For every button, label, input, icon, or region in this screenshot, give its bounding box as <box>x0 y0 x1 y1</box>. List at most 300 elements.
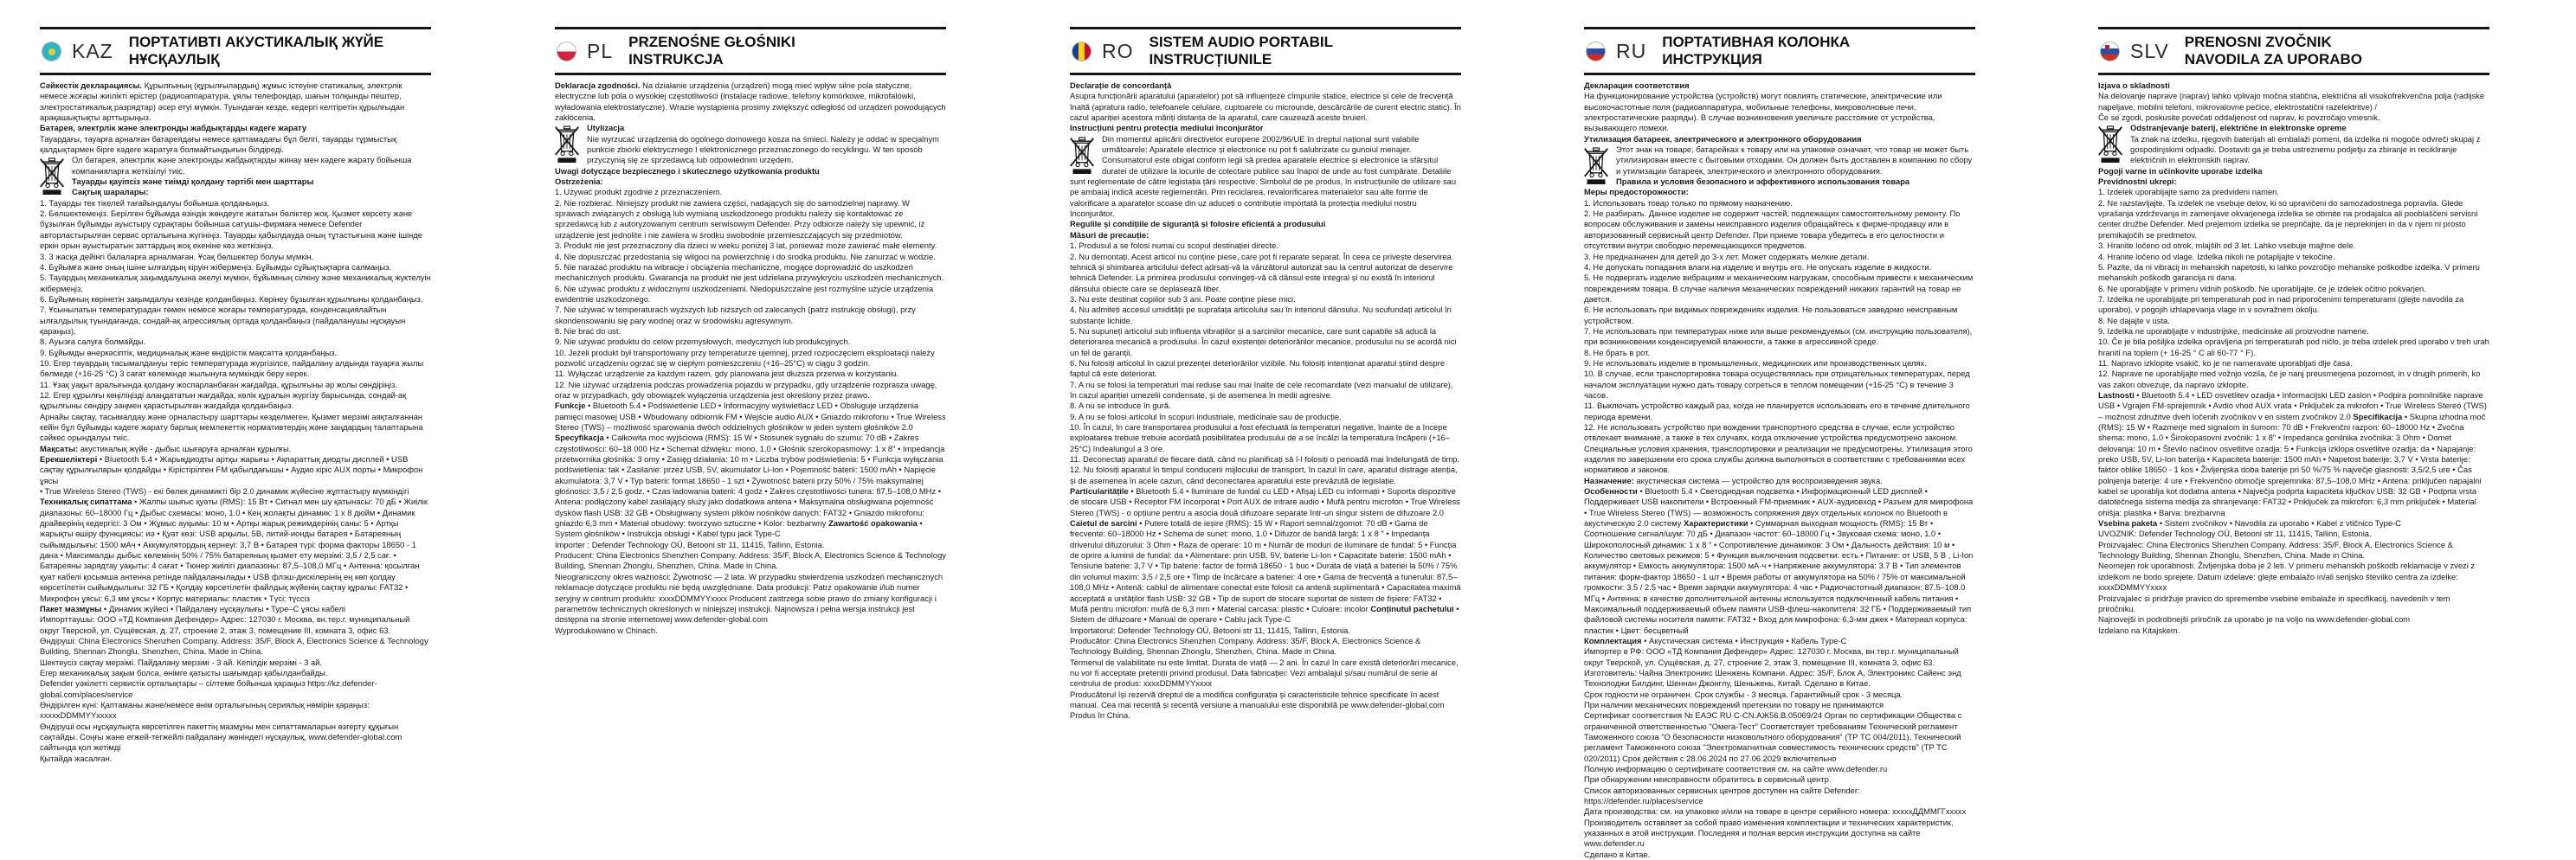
text-run: • Жалпы шығыс қуаты (RMS): 15 Вт • Сигнал мен шу қатынасы: 70 дБ • Жиілік диапазоны: 60–18000 Гц • Дыбыс схемасы: моно, 1.0 • Кең жолақты динамик: 1 х 8 дюйм • Динамик драйверінің кедергісі: 3 Ом • Жұмыс ауқымы: 10 м • Артқы жарық режимдерінің саны: 5 • Артқы жарықты өшіру функциясы: иә • Қуат көзі: USB арқылы, 5В, литий-ионды батарея • Батареяның сыйымдылығы: 1500 мАч • Аккумулятордың кернеуі: 3,7 В • Батарея түрі: форма факторы 18650 - 1 дана • Максималды дыбыс көлемінің 50% / 75% батареяның қызмет ету мерзімі: 3,5 / 2,5 сағ. • Батареяны зарядтау уақыты: 4 сағат • Тюнер жиілігі диапазоны: 87,5–108,0 МГц • Антенна: қосылған қуат кабелі қосымша антенна ретінде пайдаланылады • USB флэш-дискілерінің ең көп қолдау көрсетілетін сыйымдылығы: 32 ГБ • Қолдау көрсетілетін файлдық жүйенің сақтау құралы: FAT32 • Микрофон ұясы: 6,3 мм ұясы • Корпус материалы: пластик • Түсі: түссіз <box>40 497 428 603</box>
paragraph <box>1070 380 1461 401</box>
paragraph <box>555 540 946 550</box>
column-header <box>1070 29 1461 73</box>
paragraph <box>555 337 946 347</box>
bold-text-run: Pogoji varne in učinkovite uporabe izdelka <box>2098 165 2263 176</box>
text-run: Өндірілген күні: Қаптаманы және/немесе өнім орталығының сериялық нөмірін қараңыз: xxxxxDDMMYYxxxxx <box>40 699 370 721</box>
column-slv <box>2098 0 2489 726</box>
text-run: • Bluetooth 5.4 • LED osvetlitev ozadja • Informacijski LED zaslon • Podpira pomnilniške naprave USB • Vgrajen FM-sprejemnik • Avdio vhod AUX vrata • Priključek za mikrofon • True Wireless Stereo (TWS) – možnost združitve dveh ločenih zvočnikov v en sistem zvočnikov 2.0 <box>2098 389 2488 421</box>
bold-text-run: Комплектация <box>1584 635 1642 645</box>
text-run: • Суммарная выходная мощность (RMS): 15 Вт • Соотношение сигнал/шум: 70 дБ • Диапазон частот: 60–18000 Гц • Звуковая схема: моно, 1.0 • Широкополосный динамик: 1 x 8 " • Сопротивление динамиков: 3 Ом • Дальность действия: 10 м • Количество световых режимов: 5 • Функция выключения подсветки: есть • Питание: от USB, 5 В , Li-Ion аккумулятор • Емкость аккумулятора: 1500 мА·ч • Напряжение аккумулятора: 3.7 В • Тип элементов питания: форм-фактор 18650 - 1 шт • Время работы от аккумулятора на 50% / 75% от максимальной громкости: 3.5 / 2.5 час • Время зарядки аккумулятора: 4 час • Радиочастотный диапазон: 87.5–108.0 МГц • Антенна: в качестве дополнительной антенны используется подключенный кабель питания • Максимальный поддерживаемый объем памяти USB-флеш-накопителя: 32 ГБ • Поддерживаемый тип файловой системы носителя памяти: FAT32 • Вход для микрофона: 6,3-мм джек • Материал корпуса: пластик • Цвет: бесцветный <box>1584 518 1974 635</box>
kaz-flag-icon <box>42 42 61 61</box>
text-run: 11. Napravo izklopite vsakič, ko je ne nameravate uporabljati dlje časa. <box>2098 357 2353 368</box>
paragraph <box>555 401 946 539</box>
text-run: 4. Не допускать попадания влаги на изделие и внутрь его. Не опускать изделие в жидкости. <box>1584 261 1932 272</box>
paragraph <box>2098 123 2489 133</box>
paragraph <box>1070 305 1461 326</box>
bold-text-run: Lastnosti <box>2098 389 2135 400</box>
text-run: Полную информацию о сертификате соответствия см. на сайте www.defender.ru <box>1584 764 1888 773</box>
text-run: Сделано в Китае. <box>1584 849 1651 859</box>
paragraph <box>555 241 946 251</box>
text-run: Өндіруші осы нұсқаулықта көрсетілген пакеттің мазмұны мен сипаттамаларын өзгерту құқығын сақтайды. Соңғы және егжей-тегжейлі пайдалану жөніндегі нұсқаулық, www.defender-global.com сайтында қол жетімді <box>40 721 402 753</box>
language-code: KAZ <box>72 39 113 62</box>
paragraph <box>1584 710 1975 764</box>
text-run: Producent: China Electronics Shenzhen Company. Address: 35/F, Block A, Electronics Science & Technology Building, Shennan Zhonglu, Shenzhen, China. Made in China. <box>555 550 946 571</box>
paragraph <box>40 155 431 176</box>
language-code: RO <box>1102 39 1134 62</box>
column-pl <box>555 0 946 726</box>
paragraph <box>555 348 946 369</box>
bold-text-run: Батарея, электрлік және электронды жабдықтарды кәдеге жарату <box>40 123 307 133</box>
bold-text-run: Ерекшеліктері <box>40 454 98 465</box>
text-run: 11. Ұзақ уақыт аралығында қолдану жоспарланбаған жағдайда, құрылғыны әр жолы сөндіріңіз. <box>40 379 397 389</box>
paragraph <box>1584 774 1975 785</box>
text-run: 6. Не использовать при видимых повреждениях изделия. Не пользоваться заведомо неисправным устройством. <box>1584 305 1958 325</box>
paragraph <box>2098 529 2489 539</box>
text-run: 12. Nu folosiți aparatul în timpul conducerii mijlocului de transport, în cazul în care, aparatul distrage atenția, și de asemenea în acele cazuri, când deconectarea aparatului este prevăzută de legislație. <box>1070 465 1458 485</box>
bold-text-run: Мақсаты: <box>40 443 80 453</box>
text-run: 5. Nu supuneți articolul sub influența vibrațiilor și a sarcinilor mecanice, care sunt capabile să aducă la deteriorarea mecanică a produsului. În cazul existenței deteriorărilor mecanice, produsului nu se acordă nici un fel de garanții. <box>1070 325 1457 357</box>
column-ru <box>1584 0 1975 859</box>
text-run: Этот знак на товаре, батарейках к товару или на упаковке означает, что товар не может быть утилизирован вместе с бытовыми отходами. Он должен быть доставлен в компанию по сбору и утилизации батареек, электрического и электронного оборудования. <box>1616 144 1973 176</box>
paragraph <box>1584 252 1975 262</box>
paragraph <box>1070 454 1461 465</box>
weee-crossed-bin-icon <box>555 125 579 164</box>
paragraph <box>2098 284 2489 294</box>
text-run: 8. Не брать в рот. <box>1584 347 1651 357</box>
paragraph <box>555 198 946 241</box>
paragraph <box>1584 358 1975 369</box>
text-run: • Акустическая система • Инструкция • Кабель Type-C <box>1641 635 1847 645</box>
paragraph <box>555 550 946 572</box>
paragraph <box>40 305 431 337</box>
paragraph <box>40 187 431 197</box>
text-run: Специальные условия хранения, транспортировки и реализации не предусмотрены. Утилизация этого изделия по завершении его срока службы должна выполняться в соответствии с требованиями всех нормативов и законов. <box>1584 443 1973 475</box>
paragraph <box>2098 187 2489 197</box>
paragraph <box>40 668 431 678</box>
paragraph <box>2098 166 2489 176</box>
paragraph <box>40 294 431 305</box>
paragraph <box>40 273 431 294</box>
weee-crossed-bin-icon <box>1584 146 1608 186</box>
text-run: 3. Produkt nie jest przeznaczony dla dzieci w wieku poniżej 3 lat, ponieważ może zawierać małe elementy. <box>555 241 937 251</box>
text-run: 11. Wyłączać urządzenie za każdym razem, gdy planowana jest dłuższa przerwa w korzystaniu. <box>555 369 899 379</box>
paragraph <box>1584 262 1975 273</box>
paragraph <box>1584 80 1975 91</box>
text-run: 7. Не использовать при температурах ниже или выше рекомендуемых (см. инструкцию пользователя), при возникновении конденсируемой влажности, а также в агрессивной среде. <box>1584 325 1973 347</box>
text-run: 4. Hranite ločeno od vlage. Izdelka nikoli ne potapljajte v tekočine. <box>2098 251 2335 261</box>
text-run: Өндіруші: China Electronics Shenzhen Company. Address: 35/F, Block A, Electronics Science & Technology Building, Shennan Zhonglu, Shenzhen, China. Made in China. <box>40 635 428 657</box>
text-run: Сертификат соответствия № ЕАЭС RU C-CN.АЖ56.B.05069/24 Орган по сертификации Общества с ограниченной ответственностью "Омега-Тест" Соответствует требованиям Технический регламент Таможенного союза "О безопасности низковольтного оборудования" (ТР ТС 004/2011), Технический регламент Таможенного союза "Электромагнитная совместимость технических средств" (ТР ТС 020/2011) Срок действия с 28.06.2024 по 27.06.2029 включительно <box>1584 710 1962 763</box>
paragraph <box>1070 219 1461 229</box>
text-run: • Putere totală de ieșire (RMS): 15 W • Raport semnal/zgomot: 70 dB • Gama de frecvente: 60–18000 Hz • Schema de sunet: mono, 1.0 • Difuzor de bandă largă: 1 x 8 " • Impedanța driverului difuzorului: 3 Ohm • Raza de operare: 10 m • Număr de moduri de iluminare de fundal: 5 • Funcția de oprire a luminii de fundal: da • Alimentare: prin USB, 5V, baterie Li-Ion • Capacitate baterie: 1500 mAh • Tensiune baterie: 3,7 V • Tip baterie: factor de formă 18650 - 1 buc • Durata de viață a bateriei la 50% / 75% din volumul maxim: 3,5 / 2,5 ore • Timp de încărcare a bateriei: 4 ore • Gama de frecvență a tunerului: 87,5–108,0 MHz • Antenă: cablul de alimentare conectat este folosit ca antenă suplimentară • Capacitatea maximă acceptată a unităților flash USB: 32 GB • Tip de suport de stocare suportat de sistem de fișiere: FAT32 • Mufă pentru microfon: mufă de 6,3 mm • Material carcasa: plastic • Culoare: incolor <box>1070 518 1461 613</box>
text-run: 6. Ne uporabljajte v primeru vidnih poškodb. Ne uporabljajte, če je izdelek očitno pokvarjen. <box>2098 283 2426 293</box>
text-run: Proizvajalec si pridržuje pravico do spremembe vsebine embalaže in specifikacij, navedenih v tem priročniku. <box>2098 593 2450 613</box>
paragraph <box>2098 241 2489 251</box>
text-run: 1. Использовать товар только по прямому назначению. <box>1584 197 1793 208</box>
paragraph <box>40 252 431 262</box>
bold-text-run: Particularitățile <box>1070 486 1129 497</box>
text-run: Proizvajalec: China Electronics Shenzhen Company. Address: 35/F, Block A, Electronics Science & Technology Building, Shennan Zhonglu, Shenzhen, China. Made in China. <box>2098 539 2453 561</box>
header-bottom-rule <box>555 73 946 75</box>
column-title <box>129 34 383 68</box>
paragraph <box>555 80 946 123</box>
bold-text-run: Zawartość opakowania <box>828 518 918 529</box>
paragraph <box>1070 486 1461 625</box>
paragraph <box>555 326 946 337</box>
paragraph <box>2098 252 2489 262</box>
text-run: Na delovanje naprave (naprav) lahko vplivajo močna statična, električna ali visokofrekvenčna polja (radijske napeljave, mobilni telefoni, mikrovalovne pečice, elektrostatični razelektritve) / <box>2098 91 2485 112</box>
text-run: Din momentul aplicării directivelor europene 2002/96/UE în dreptul național sunt valabile următoarele: Aparatele electrice și electronice nu pot fi salubrizate cu gunoiul menajer. Consumatorul este obigat conform legii să predea aparatele electrice și electronice la sfârșitul duratei de utilizare la locurile de colectare publice sau înapoi de unde au fost cumpărate. Detaliile sunt reglementate de către legistația țării respective. Simbolul de pe produs, în instrucțiunile de utilizare sau pe ambaiaj indică aceste regiementări. Prin reciclarea, revalorificarea materialelor sau alte forme de valorificare a aparatelor scoase din uz aduceți o contribuție importată la protecția mediului nostru înconjurător. <box>1070 133 1457 219</box>
text-run: 11. Выключать устройство каждый раз, когда не планируется использовать его в течение длительного периода времени. <box>1584 401 1970 421</box>
paragraph <box>1584 305 1975 326</box>
title-line-1: PRENOSNI ZVOČNIK <box>2184 34 2332 50</box>
ro-flag-icon <box>1072 42 1092 61</box>
paragraph <box>1584 690 1975 700</box>
bold-text-run: Сақтық шаралары: <box>72 187 149 197</box>
text-run: Производитель оставляет за собой право изменения комплектации и технических характеристик, указанных в этой инструкции. Последняя и полная версия инструкции доступна на сайте www.defender.ru <box>1584 817 1954 849</box>
text-run: 9. Не использовать изделие в промышленных, медицинских или производственных целях. <box>1584 357 1927 368</box>
text-run: Импортер в РФ: ООО «ТД Компания Дефендер» Адрес: 127030 г. Москва, вн.тер.г. муниципальный округ Тверской, ул. Сущёвская, д. 27, строение 2, этаж 3, помещение III, комната 3, офис 63. <box>1584 646 1959 667</box>
text-run: 2. Бөлшектемеңіз. Берілген бұйымда өзіндік жөндеуге жататын бөліктер жоқ. Қызмет көрсету және бұзылған бұйымды ауыстыру сұрақтары бойынша сатушы-фирмаға немесе Defender авторластырылған сервис орталығына жүгініңіз. Тауарды қабылдауда оның тұтастығына және ішінде еркін орын ауыстыратын заттардың жоқ екеніне көз жеткізіңіз. <box>40 209 422 251</box>
paragraph <box>1070 636 1461 658</box>
text-run: 5. Pazite, da ni vibracij in mehanskih napetosti, ki lahko povzročijo mehanske poškodbe izdelka. V primeru mehanskih poškodb garancija ni dana. <box>2098 261 2480 283</box>
text-run: • Skupna izhodna moč (RMS): 15 W • Razmerje med signalom in šumom: 70 dB • Frekvenčni razpon: 60–18000 Hz • Zvočna shema: mono, 1.0 • Širokopasovni zvočnik: 1 x 8" • Impedanca gonilnika zvočnika: 3 Ohm • Domet delovanja: 10 m • Število načinov osvetlitve ozadja: 5 • Funkcija izklopa osvetlitve ozadja: da • Napajanje: preko USB, 5V, Li-Ion baterija • Kapaciteta baterije: 1500 mAh • Napetost baterije: 3,7 V • Vrsta baterije: faktor oblike 18650 - 1 kos • Življenjska doba baterije pri 50 %/75 % največje glasnosti: 3,5/2,5 ure • Čas polnjenja baterije: 4 ure • Frekvenčno območje sprejemnika: 87,5–108,0 MHz • Antena: priključen napajalni kabel se uporablja kot dodatna antena • Največja podprta kapaciteta ključkov USB: 32 GB • Podprta vrsta datotečnega sistema medija za shranjevanje: FAT32 • Priključek za mikrofon: 6,3 mm priključek • Material ohišja: plastika • Barva: brezbarvna <box>2098 411 2486 517</box>
text-run: 9. Izdelka ne uporabljajte v industrijske, medicinske ali proizvodne namene. <box>2098 325 2369 336</box>
paragraph <box>2098 198 2489 241</box>
column-header <box>1584 29 1975 73</box>
title-line-1: PRZENOŚNE GŁOŚNIKI <box>628 34 795 50</box>
paragraph <box>1584 786 1975 807</box>
column-kaz <box>40 0 431 763</box>
paragraph <box>2098 358 2489 369</box>
text-run: 5. Тауардың механикалық зақымдалуына әкелуі мүмкін, бұйымның сілкіну және механикалық жүктелуін жібермеңіз. <box>40 273 431 293</box>
bold-text-run: Ostrzeżenia: <box>555 176 603 187</box>
column-title <box>1662 34 1850 68</box>
paragraph <box>1584 636 1975 646</box>
column-body <box>2098 80 2489 636</box>
text-run: 1. Izdelek uporabljajte samo za predvideni namen. <box>2098 187 2279 197</box>
title-line-1: SISTEM AUDIO PORTABIL <box>1149 34 1333 50</box>
bold-text-run: Specifikacija <box>2353 411 2403 421</box>
paragraph <box>1070 710 1461 721</box>
paragraph <box>555 134 946 166</box>
paragraph <box>2098 294 2489 316</box>
pl-flag-icon <box>557 42 576 61</box>
slv-flag-icon <box>2100 42 2120 61</box>
bold-text-run: Назначение: <box>1584 475 1637 485</box>
paragraph <box>2098 626 2489 636</box>
text-run: 1. Produsul a se folosi numai cu scopul destinației directe. <box>1070 241 1278 251</box>
paragraph <box>1584 646 1975 668</box>
text-run: 11. Deconectați aparatul de fiecare dată, când nu planificați să î-l folosiți o perioadă mai îndelungată de timp. <box>1070 454 1460 465</box>
text-run: 3. Не предназначен для детей до 3-х лет. Может содержать мелкие детали. <box>1584 251 1870 261</box>
paragraph <box>1584 476 1975 486</box>
column-title <box>628 34 795 68</box>
bold-text-run: Regulile și condițiile de siguranță și folosire eficientă a produsului <box>1070 219 1326 229</box>
text-run: 12. Naprave ne uporabljajte med vožnjo vozila, če je nanj preusmerjena pozornost, in v drugih primerih, ko vas zakon obvezuje, da napravo izklopite. <box>2098 369 2481 389</box>
paragraph <box>1070 326 1461 358</box>
paragraph <box>555 123 946 133</box>
bold-text-run: Previdnostni ukrepi: <box>2098 176 2177 187</box>
bold-text-run: Пакет мазмұны <box>40 603 102 613</box>
text-run: Asupra funcționării aparatului (aparatelor) pot să influențeze cîmpurile statice, electrice și cele de frecvență înaltă (apratura radio, telefoanele celulare, cuptoarele cu microunde, descărcările de curent electric static). În cazul apariției acestora măriți distanța de la aparatul, care cauzează aceste bruieri. <box>1070 91 1461 123</box>
paragraph <box>1070 690 1461 711</box>
paragraph <box>1584 818 1975 850</box>
paragraph <box>40 337 431 347</box>
header-bottom-rule <box>1584 73 1975 75</box>
text-run: Producător: China Electronics Shenzhen Company. Address: 35/F, Block A, Electronics Science & Technology Building, Shennan Zhonglu, Shenzhen, China. Made in China. <box>1070 635 1421 657</box>
paragraph <box>2098 369 2489 390</box>
paragraph <box>1070 123 1461 133</box>
bold-text-run: Deklaracja zgodności. <box>555 80 643 90</box>
paragraph <box>555 252 946 262</box>
bold-text-run: Caietul de sarcini <box>1070 518 1137 529</box>
text-run: 4. Бұйымға және оның ішіне ылғалдың кіруін жібермеңіз. Бұйымды сұйықтықтарға салмаңыз. <box>40 261 391 272</box>
text-run: Срок годности не ограничен. Срок службы - 3 месяца. Гарантийный срок - 3 месяца. <box>1584 689 1903 699</box>
text-run: Дата производства: см. на упаковке и/или на товаре в центре серийного номера: xxxxxДДММГГxxxxx <box>1584 806 1967 817</box>
text-run: 4. Nie dopuszczać przedostania się wilgoci na powierzchnię i do środka produktu. Nie zanurzać w wodzie. <box>555 251 936 261</box>
column-ro <box>1070 0 1461 726</box>
text-run: Neomejen rok uporabnosti. Življenjska doba je 2 leti. V primeru mehanskih poškodb reklamacije v zvezi z izdelkom ne bodo sprejete. Datum izdelave: glejte embalažo in/ali serijsko številko centra za izdelke: xxxxDDMMYYxxxx <box>2098 561 2476 593</box>
paragraph <box>1584 176 1975 187</box>
paragraph <box>2098 561 2489 593</box>
language-code: RU <box>1616 39 1647 62</box>
paragraph <box>2098 594 2489 615</box>
paragraph <box>1584 273 1975 305</box>
text-run: • Całkowita moc wyjściowa (RMS): 15 W • Stosunek sygnału do szumu: 70 dB • Zakres częstotliwości: 60–18 000 Hz • Schemat dźwięku: mono, 1.0 • Głośnik szerokopasmowy: 1 x 8" • Impedancja przetwornika głośnika: 3 omy • Zasięg działania: 10 m • Liczba trybów podświetlenia: 5 • Funkcja wyłączania podświetlenia: tak • Zasilanie: przez USB, 5V, akumulator Li-Ion • Pojemność baterii: 1500 mAh • Napięcie akumulatora: 3,7 V • Typ baterii: format 18650 - 1 szt • Żywotność baterii przy 50% / 75% maksymalnej głośności: 3,5 / 2,5 godz. • Czas ładowania baterii: 4 godz • Zakres częstotliwości tunera: 87,5–108,0 MHz • Antena: podłączony kabel zasilający służy jako dodatkowa antena • Maksymalna obsługiwana pojemność dysków flash USB: 32 GB • Obsługiwany system plików nośników danych: FAT32 • Gniazdo mikrofonu: gniazdo 6,3 mm • Materiał obudowy: tworzywo sztuczne • Kolor: bezbarwny <box>555 433 945 529</box>
paragraph <box>40 198 431 209</box>
text-run: 10. Če je bila pošiljka izdelka opravljena pri temperaturah pod ničlo, je treba izdelek pred uporabo v treh urah hraniti na toplem (+ 16-25 ° C ali 60-77 ° F). <box>2098 337 2489 357</box>
text-run: 7. Nie używać w temperaturach wyższych lub niższych od zalecanych (patrz instrukcję obsługi), przy skondensowaniu się pary wodnej oraz w środowisku agresywnym. <box>555 305 916 325</box>
bold-text-run: Меры предосторожности: <box>1584 187 1689 197</box>
paragraph <box>2098 80 2489 91</box>
paragraph <box>1070 626 1461 636</box>
paragraph <box>555 262 946 284</box>
paragraph <box>2098 540 2489 562</box>
column-body <box>40 80 431 764</box>
text-run: 3. Nu este destinat copiilor sub 3 ani. Poate conține piese mici. <box>1070 293 1296 304</box>
paragraph <box>40 380 431 390</box>
ru-flag-icon <box>1586 42 1606 61</box>
paragraph <box>2098 262 2489 284</box>
paragraph <box>2098 91 2489 112</box>
paragraph <box>1584 486 1975 636</box>
text-run: Шектеусіз сақтау мерзімі. Пайдалану мерзімі - 3 ай. Кепілдік мерзімі - 3 ай. <box>40 657 323 667</box>
text-run: На функционирование устройства (устройств) могут повлиять статические, электрические или высокочастотные поля (радиоаппаратура, мобильные телефоны, микроволновые печи, электростатические разряды). В случае возникновения увеличьте расстояние от устройства, вызывающего помехи. <box>1584 91 1942 133</box>
paragraph <box>1070 358 1461 380</box>
paragraph <box>1070 80 1461 91</box>
header-bottom-rule <box>1070 73 1461 75</box>
text-run: 10. În cazul, în care transportarea produsului a fost efectuată la temperaturi negative, înainte de a începe exploatarea trebuie trebuie acordată posibilitatea produsului de a se încălzi la temperatura încăperii (+16–25°C) îndealungul a 3 ore. <box>1070 422 1451 453</box>
title-line-2: INSTRUKCJA <box>628 51 724 67</box>
bold-text-run: Тауарды қауіпсіз және тиімді қолдану тәртібі мен шарттары <box>72 176 314 187</box>
title-line-2: NAVODILA ZA UPORABO <box>2184 51 2363 67</box>
bold-text-run: Funkcje <box>555 401 586 411</box>
text-run: 2. Nu demontați. Acest articol nu conține piese, care pot fi reparate separat. În ceea ce privește deservirea tehnică și shimbarea articilului defect adrsați-vă la vânzătorul autorizat sau la centrul autorizat de deservire tehnică Defender. La primirea produsului convingeți-vă că dânsul este integral și nu există în interiorul dânsului obiecte care se deplasează liber. <box>1070 251 1453 293</box>
paragraph <box>2098 112 2489 123</box>
paragraph <box>1584 369 1975 401</box>
text-run: При наличии механических повреждений претензии по товару не принимаются <box>1584 699 1884 709</box>
bold-text-run: Сәйкестік декларациясы. <box>40 80 145 90</box>
text-run: Na działanie urządzenia (urządzeń) mogą mieć wpływ silne pola statyczne, electryczne lub pola o wysokiej częstotliwości (instalacje radiowe, telefony komórkowe, mikrofalówki, wyładowania elektrostatyczne). Wrazie wystąpienia prosimy zwiększyć odległość od urządzeń powodujących zakłócenia. <box>555 80 946 123</box>
column-title <box>2185 34 2362 68</box>
text-run: 7. Ұсынылатын температурадан төмен немесе жоғары температурада, конденсациялайтын ылғалдылық туындағанда, сондай-ақ агрессиялық ортада қолданбаңыз (пайдаланушы нұсқауын қараңыз). <box>40 305 406 336</box>
bold-text-run: Odstranjevanje baterij, električne in elektronske opreme <box>2130 123 2347 133</box>
text-run: 8. Nie brać do ust. <box>555 325 621 336</box>
paragraph <box>1584 444 1975 476</box>
title-line-2: ИНСТРУКЦИЯ <box>1662 51 1762 67</box>
text-run: 5. Nie narażać produktu na wibracje i obciążenia mechaniczne, mogące doprowadzić do uszkodzeń mechanicznych produktu. Gwarancja na produkt nie jest udzielana przywykryciu uszkodzeń mechanicznych. <box>555 261 944 283</box>
paragraph <box>40 390 431 412</box>
paragraph <box>1070 412 1461 422</box>
paragraph <box>1584 764 1975 774</box>
text-run: Defender уәкілетті сервистік орталықтары – сілтеме бойынша қараңыз https://kz.defender-global.com/places/service <box>40 678 377 699</box>
paragraph <box>2098 326 2489 337</box>
column-header <box>40 29 431 73</box>
paragraph <box>1070 422 1461 454</box>
text-run: 4. Nu admiteți accesul umidității pe suprafața articolului sau în interiorul dânsului. Nu scufundați articolul în substanțe lichide. <box>1070 305 1452 325</box>
paragraph <box>1584 401 1975 422</box>
paragraph <box>1070 294 1461 305</box>
bold-text-run: Утилизация батареек, электрического и электронного оборудования <box>1584 133 1862 144</box>
paragraph <box>40 614 431 636</box>
paragraph <box>2098 316 2489 326</box>
text-run: 7. Izdelka ne uporabljajte pri temperaturah pod in nad priporočenimi temperaturami (glejte navodila za uporabo), v pogojih izhlapevanja vlage in v sovražnem okolju. <box>2098 293 2464 315</box>
paragraph <box>40 636 431 658</box>
paragraph <box>40 262 431 273</box>
paragraph <box>1584 422 1975 444</box>
text-run: Импорттаушы: ООО «ТД Компания Дефендер» Адрес: 127030 г. Москва, вн.тер.г. муниципальный округ Тверской, ул. Сущёвская, д. 27, строение 2, этаж 3, помещение III, комната 3, офис 63. <box>40 614 410 635</box>
text-run: 9. Nie używać produktu do celów przemysłowych, medycznych lub produkcyjnych. <box>555 337 851 347</box>
text-run: 2. Nie rozbierać. Niniejszy produkt nie zawiera części, nadających się do samodzielnej naprawy. W sprawach związanych z obsługą lub wymianą uszkodzonego produktu należy się kontaktować ze sprzedawcą lub z autoryzowanym centrum serwisowym Defender. Przy odbiorze należy się upewnić, iż urządzenie jest jednolite i nie zawiera w środku swobodnie przemieszczających się przedmiotów. <box>555 197 925 240</box>
paragraph <box>40 176 431 187</box>
paragraph <box>1584 806 1975 817</box>
paragraph <box>2098 390 2489 518</box>
paragraph <box>1584 668 1975 690</box>
paragraph <box>40 80 431 123</box>
text-run: Арнайы сақтау, тасымалдау және орналастыру шарттары көзделмеген. Қызмет мерзімі аяқталғаннан кейін бұл бұйымды кәдеге жарату барлық мемлекеттік нормативтердің және заңдардың талаптарына сәйкес орындалуы тиіс. <box>40 411 423 443</box>
paragraph <box>40 722 431 754</box>
paragraph <box>1584 700 1975 710</box>
text-run: Wyprodukowano w Chinach. <box>555 625 658 635</box>
paragraph <box>1584 91 1975 133</box>
text-run: • Bluetooth 5.4 • Iluminare de fundal cu LED • Afișaj LED cu informații • Suporta dispozitive de stocare USB • Receptor FM încorporat • Port AUX de intrare audio • Mufă pentru microfon • True Wireless Stereo (TWS) - o opțiune pentru a asocia două difuzoare separate într-un singur sistem de difuzoare 2.0 <box>1070 486 1460 517</box>
bold-text-run: Specyfikacja <box>555 433 604 443</box>
text-run: 10. В случае, если транспортировка товара осуществлялась при отрицательных температурах, перед началом эксплуатации нужно дать товару согреться в теплом помещении (+16-25 °C) в течение 3 часов. <box>1584 369 1970 400</box>
bold-text-run: Instrucțiuni pentru protecția mediului înconjurător <box>1070 123 1264 133</box>
text-run: 9. Бұйымды өнеркәсіптік, медициналық және өндірістік мақсатта қолданбаңыз. <box>40 347 338 357</box>
column-header <box>2098 29 2489 73</box>
text-run: Ta znak na izdelku, njegovih baterijah ali embalaži pomeni, da izdelka ni mogoče odvreči skupaj z gospodinjskimi odpadki. Dostaviti ga je treba ustreznemu podjetju za zbiranje in recikliranje električnih in elektronskih naprav. <box>2130 133 2481 165</box>
text-run: Najnovejši in podrobnejši priročnik za uporabo je na voljo na www.defender-global.com <box>2098 614 2411 625</box>
paragraph <box>40 700 431 722</box>
text-run: Produs în China. <box>1070 710 1130 721</box>
paragraph <box>40 209 431 251</box>
paragraph <box>40 754 431 764</box>
text-run: • Bluetooth 5.4 • Жарықдиодты артқы жарығы • Ақпараттық диодты дисплей • USB сақтау құрылғыларын қолдайды • Кірістірілген FM қабылдағышы • Аудио кіріс AUX порты • Микрофон ұясы <box>40 454 423 485</box>
paragraph <box>1070 658 1461 690</box>
bold-text-run: Особенности <box>1584 486 1638 497</box>
paragraph <box>555 369 946 379</box>
text-run: 3. Hranite ločeno od otrok, mlajših od 3 let. Lahko vsebuje majhne dele. <box>2098 241 2356 251</box>
text-run: 8. Ne dajajte v usta. <box>2098 315 2170 325</box>
text-run: UVOZNIK: Defender Technology OÜ, Betooni str 11, 11415, Tallinn, Estonia. <box>2098 529 2372 539</box>
bold-text-run: Правила и условия безопасного и эффективного использования товара <box>1616 176 1910 187</box>
text-run: 12. Nie używać urządzenia podczas prowadzenia pojazdu w przypadku, gdy urządzenie rozprasza uwagę, oraz w przypadkach, gdy obowiązek wyłączenia urządzenia jest określony przez prawo. <box>555 379 937 400</box>
text-run: 10. Jeżeli produkt był transportowany przy temperaturze ujemnej, przed rozpoczęciem eksploatacji należy pozwolić urządzeniu ogrzać się w ciepłym pomieszczeniu (+16–25°C) w ciągu 3 godzin. <box>555 347 935 368</box>
text-run: Nie wyrzucać urządzenia do ogólnego domowego kosza na śmieci. Należy je oddać w specjalnym punkcie zbiórki elektrycznego I elektronicznego przeznaczonego do recyklingu. W ten sposób przyczynią się ze sprzedawcą lub odpowiednim urzędem. <box>587 133 939 165</box>
paragraph <box>40 486 431 497</box>
text-run: • Sistem de difuzoare • Manual de operare • Cablu jack Type-C <box>1070 603 1459 625</box>
paragraph <box>40 497 431 603</box>
paragraph <box>555 305 946 326</box>
paragraph <box>2098 337 2489 358</box>
title-line-1: ПОРТАТИВНАЯ КОЛОНКА <box>1662 34 1851 50</box>
bold-text-run: Utylizacja <box>587 123 625 133</box>
paragraph <box>2098 518 2489 529</box>
paragraph <box>1070 465 1461 486</box>
language-code: SLV <box>2130 39 2169 62</box>
text-run: 6. Nie używać produktu z widocznymi uszkodzeniami. Niedopuszczalne jest rozmyślne użycie urządzenia ewidentnie uszkodzonego. <box>555 283 934 304</box>
text-run: 6. Nu folosiți articolul în cazul prezenței deteriorărilor vizibile. Nu folosiți intenționat aparatul știind despre faptul că este deteriorat. <box>1070 357 1446 379</box>
paragraph <box>1584 198 1975 209</box>
text-run: • System głośników • Instrukcja obsługi • Kabel typu jack Type-C <box>555 518 923 539</box>
paragraph <box>1584 348 1975 358</box>
bold-text-run: Характеристики <box>1684 518 1748 529</box>
paragraph <box>1584 134 1975 144</box>
language-code: PL <box>587 39 614 62</box>
paragraph <box>40 412 431 444</box>
paragraph <box>1584 209 1975 251</box>
paragraph <box>40 123 431 133</box>
text-run: Егер механикалық зақым болса, өнімге қатысты шағымдар қабылданбайды. <box>40 667 328 677</box>
text-run: Importer : Defender Technology OÜ, Betooni str 11, 11415, Tallinn, Estonia. <box>555 539 825 549</box>
paragraph <box>1070 252 1461 294</box>
text-run: 8. A nu se introduce în gură. <box>1070 401 1171 411</box>
text-run: • True Wireless Stereo (TWS) - екі бөлек динамикті бір 2.0 динамик жүйесіне жұптастыру мүмкіндігі <box>40 486 409 497</box>
bold-text-run: Măsuri de precauție: <box>1070 229 1150 240</box>
column-header <box>555 29 946 73</box>
paragraph <box>1070 134 1461 220</box>
text-run: • Sistem zvočnikov • Navodila za uporabo • Kabel z vtičnico Type-C <box>2157 518 2401 529</box>
text-run: • Bluetooth 5.4 • Светодиодная подсветка • Информационный LED дисплей • Поддерживает USB накопители • Встроенный FM-приемник • AUX-аудиовход • Разъем для микрофона • True Wireless Stereo (TWS) — возможность сопряжения двух отдельных колонок по Bluetooth в акустическую 2.0 систему <box>1584 486 1974 529</box>
text-run: • Динамик жүйесі • Пайдалану нұсқаулығы • Type–C ұясы кабелі <box>101 603 345 613</box>
weee-crossed-bin-icon <box>40 157 64 196</box>
text-run: Құрылғының (құрылғылардың) жұмыс істеуіне статикалық, электрлік немесе жоғары жиілікті өрістер (радиоаппаратура, ұялы телефондар, шағын толқынды пештер, электростатикалық разрядтар) әсер етуі мүмкін. Туындаған кезде, кедергі келтіретін құрылғыдан арақашықтықты арттырыңыз. <box>40 80 405 123</box>
column-title <box>1150 34 1334 68</box>
column-body <box>1584 80 1975 860</box>
text-run: 9. A nu se folosi articolul în scopuri industriale, medicinale sau de producție. <box>1070 411 1342 421</box>
paragraph <box>40 444 431 454</box>
text-run: 12. Не использовать устройство при вождении транспортного средства в случае, если устройство отвлекает внимание, а также в тех случаях, когда отключение устройства предусмотрено законом. <box>1584 422 1958 443</box>
bold-text-run: Conținutul pachetului <box>1370 603 1454 613</box>
text-run: При обнаружении неисправности обратитесь в сервисный центр. <box>1584 774 1832 785</box>
text-run: 1. Тауарды тек тікелей тағайындалуы бойынша қолданыңыз. <box>40 197 270 208</box>
text-run: Nieograniczony okres ważności: Żywotność — 2 lata. W przypadku stwierdzenia uszkodzeń mechanicznych reklamacje dotyczące produktu nie będą uwzględniane. Data produkcji: Patrz opakowanie i/lub numer seryjny w centrum produktu: xxxxDDMMYYxxxx Producent zastrzega sobie prawo do zmiany konfiguracji i parametrów technicznych określonych w niniejszej instrukcji. Najnowsza i pełna wersja instrukcji jest dostępna na stronie internetowej www.defender-global.com <box>555 571 943 625</box>
text-run: акустикалық жүйе - дыбыс шығаруға арналған құрылғы. <box>80 443 292 453</box>
paragraph <box>40 604 431 614</box>
bold-text-run: Izjava o skladnosti <box>2098 80 2170 90</box>
paragraph <box>2098 614 2489 625</box>
weee-crossed-bin-icon <box>2098 125 2122 164</box>
text-run: • Bluetooth 5.4 • Podświetlenie LED • Informacyjny wyświetlacz LED • Obsługuje urządzenia pamięci masowej USB • Wbudowany odbiornik FM • Wejście audio AUX • Gniazdo mikrofonu • True Wireless Stereo (TWS) – możliwość sparowania dwóch oddzielnych głośników w jeden system głośników 2.0 <box>555 401 946 432</box>
text-run: 2. Ne razstavljajte. Ta izdelek ne vsebuje delov, ki so upravičeni do samozadostnega popravila. Glede vprašanja vzdrževanja in zamenjave okvarjenega izdelka se obrnite na prodajalca ali pooblaščeni servisni center družbe Defender. Med prejemom izdelka se prepričajte, da je neprekinjen in da v njem ni prosto premikajočih se predmetov. <box>2098 197 2478 240</box>
paragraph <box>40 358 431 380</box>
title-line-2: НҰСҚАУЛЫҚ <box>128 51 220 67</box>
paragraph <box>1584 850 1975 860</box>
title-line-2: INSTRUCȚIUNILE <box>1149 51 1272 67</box>
paragraph <box>2098 176 2489 187</box>
